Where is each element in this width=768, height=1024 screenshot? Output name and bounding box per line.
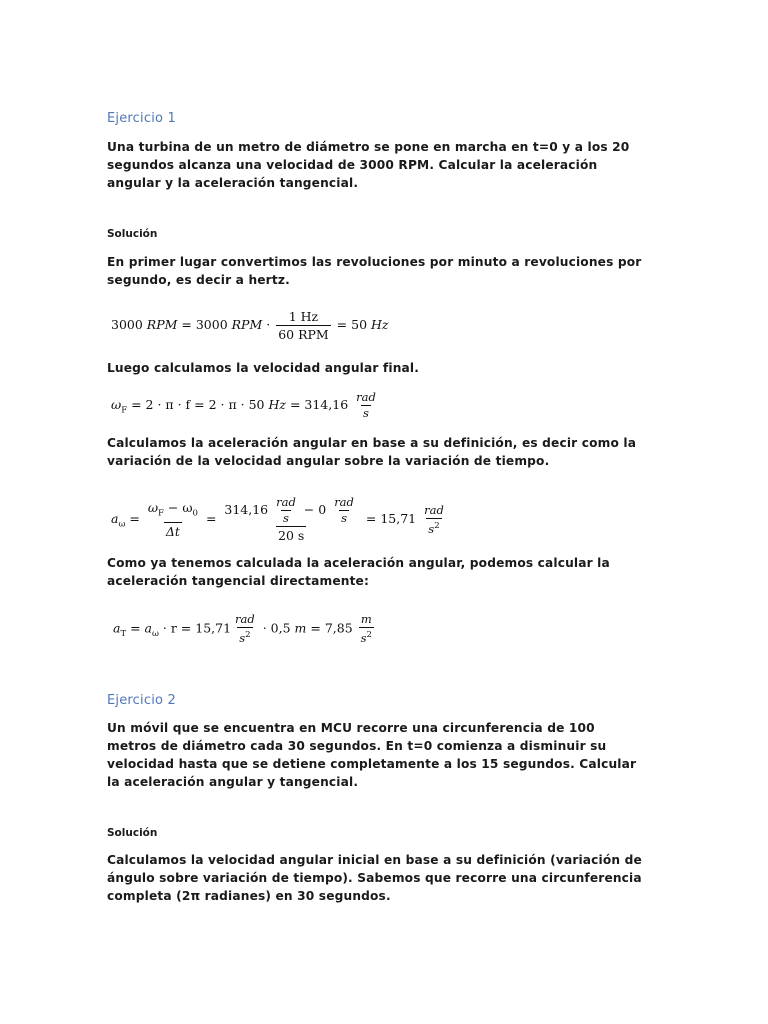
text-line: Calculamos la velocidad angular inicial en base a su definición (variación de bbox=[107, 853, 642, 867]
text-line: completa (2π radianes) en 30 segundos. bbox=[107, 889, 391, 903]
text-line: ángulo sobre variación de tiempo). Sabemos que recorre una circunferencia bbox=[107, 871, 642, 885]
problem-line: metros de diámetro cada 30 segundos. En t=0 comienza a disminuir su bbox=[107, 739, 607, 753]
exercise-2-solution-label: Solución bbox=[107, 827, 158, 839]
problem-line: la aceleración angular y tangencial. bbox=[107, 775, 359, 789]
text-line: variación de la velocidad angular sobre la variación de tiempo. bbox=[107, 454, 550, 468]
exercise-1-solution-label: Solución bbox=[107, 228, 158, 240]
exercise-2-step-1 bbox=[107, 851, 667, 905]
exercise-1-step-2: Luego calculamos la velocidad angular final. bbox=[107, 361, 420, 375]
problem-line: Una turbina de un metro de diámetro se pone en marcha en t=0 y a los 20 bbox=[107, 140, 630, 154]
exercise-1-problem bbox=[107, 138, 667, 192]
exercise-2-heading: Ejercicio 2 bbox=[107, 693, 176, 708]
exercise-1-step-1 bbox=[107, 253, 667, 289]
problem-line: Un móvil que se encuentra en MCU recorre una circunferencia de 100 bbox=[107, 721, 595, 735]
exercise-1-heading: Ejercicio 1 bbox=[107, 111, 176, 126]
equation-angular-acceleration: $a_\omega$ = $\frac{\omega_F - \omega_0}{\Delta t}$ = 314,16 $\frac{\text{rad}}{s}$ − 0 $\frac{\text{rad}}{s}$ 20 s = 15,71 $\frac{\text{rad}}{s^2}$ bbox=[111, 495, 444, 543]
equation-rpm-to-hz: 3000 RPM = 3000 RPM · $\frac{1 Hz}{\text{60 RPM}}$ = 50 Hz bbox=[111, 309, 389, 342]
exercise-2-problem bbox=[107, 719, 667, 791]
problem-line: velocidad hasta que se detiene completamente a los 15 segundos. Calcular bbox=[107, 757, 637, 771]
exercise-1-step-3 bbox=[107, 434, 667, 470]
text-line: Como ya tenemos calculada la aceleración angular, podemos calcular la bbox=[107, 556, 610, 570]
problem-line: angular y la aceleración tangencial. bbox=[107, 176, 359, 190]
problem-line: segundos alcanza una velocidad de 3000 RPM. Calcular la aceleración bbox=[107, 158, 598, 172]
equation-tangential-acceleration: $a_T = a_\omega \cdot r = 15,71$ $\frac{\text{rad}}{s^2}$ · 0,5 m = 7,85 $\frac{m}{s^2}$ bbox=[113, 612, 372, 645]
exercise-1-step-4 bbox=[107, 554, 667, 590]
text-line: Calculamos la aceleración angular en base a su definición, es decir como la bbox=[107, 436, 637, 450]
text-line: En primer lugar convertimos las revoluciones por minuto a revoluciones por bbox=[107, 255, 642, 269]
text-line: aceleración tangencial directamente: bbox=[107, 574, 369, 588]
text-line: segundo, es decir a hertz. bbox=[107, 273, 290, 287]
equation-angular-velocity: $\omega_F = 2 \cdot \pi \cdot f = 2 \cdot \pi \cdot 50$ Hz = 314,16 $\frac{\text{rad}}{s}$ bbox=[111, 390, 376, 420]
